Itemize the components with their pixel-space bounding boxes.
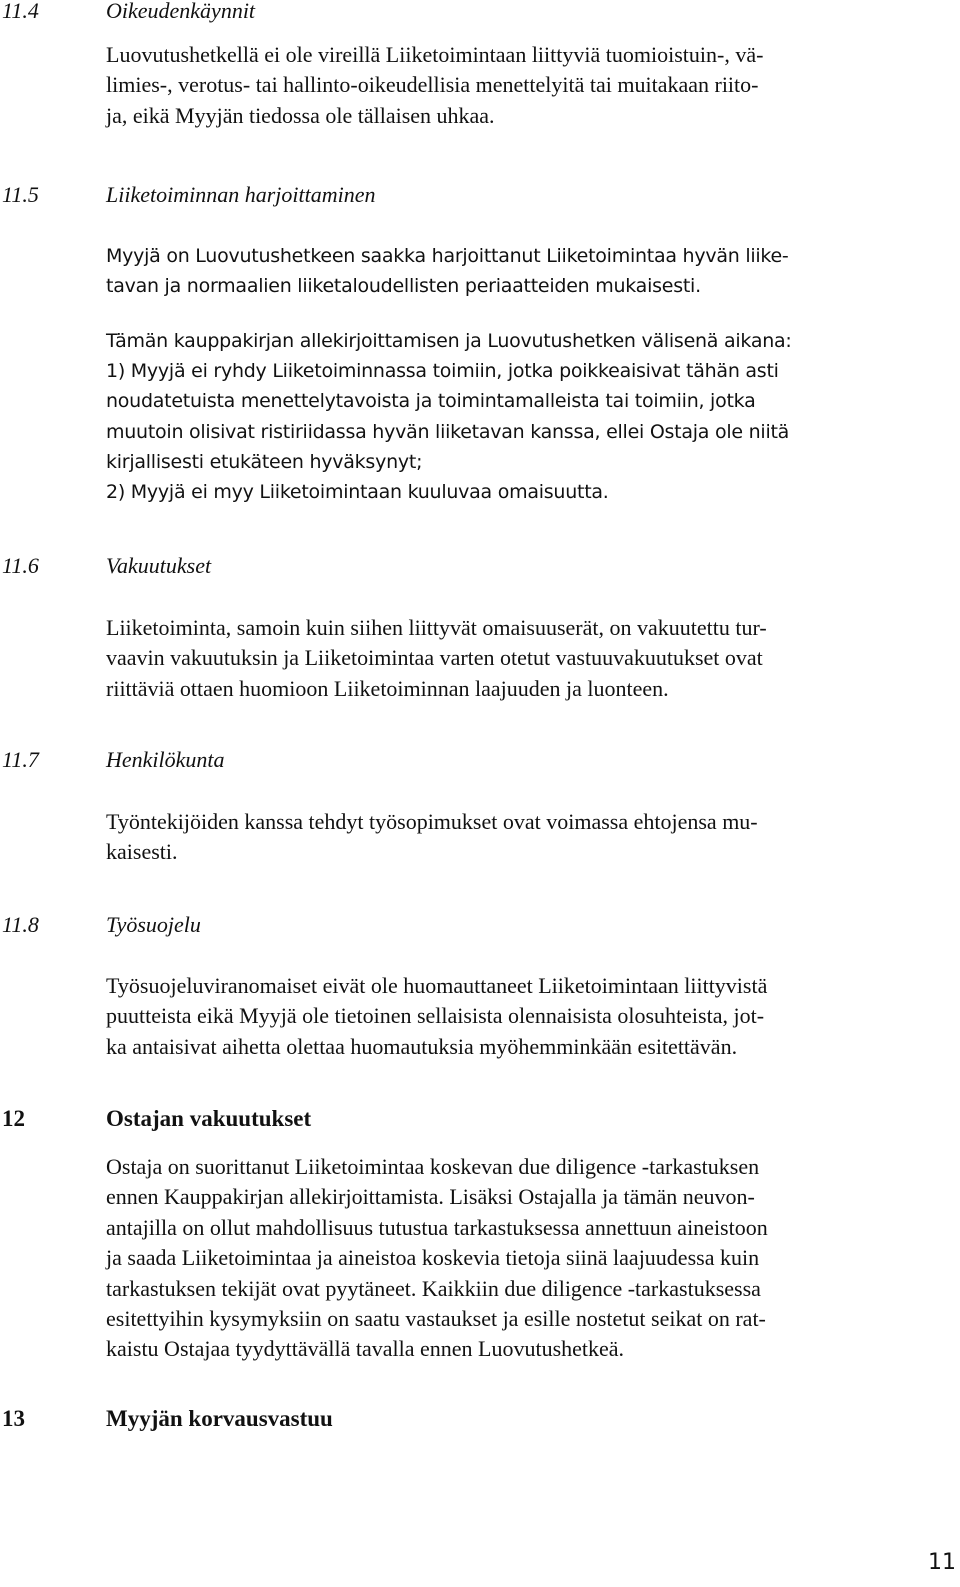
section-heading-11-6 [2,551,211,581]
paragraph-12-1 [106,1152,906,1365]
section-number: 12 [2,1106,25,1131]
paragraph-11-8-1 [106,971,906,1062]
text-line: antajilla on ollut mahdollisuus tutustua tarkastuksessa annettuun aineistoon [106,1214,768,1240]
section-title: Myyjän korvausvastuu [106,1406,333,1431]
page-number: 11 [928,1550,956,1575]
text-line: vaavin vakuutuksin ja Liiketoimintaa varten otetut vastuuvakuutukset ovat [106,645,763,671]
section-title: Liiketoiminnan harjoittaminen [106,182,376,207]
text-line: limies-, verotus- tai hallinto-oikeudellisia menettelyitä tai muitakaan riito- [106,72,759,98]
text-line: tavan ja normaalien liiketaloudellisten periaatteiden mukaisesti. [106,275,701,298]
section-number: 11.6 [2,553,39,578]
section-number: 11.4 [2,0,39,23]
text-line: Työsuojeluviranomaiset eivät ole huomauttaneet Liiketoimintaan liittyvistä [106,973,768,998]
section-number: 11.8 [2,912,39,937]
text-line: Luovutushetkellä ei ole vireillä Liiketoimintaan liittyviä tuomioistuin-, vä- [106,42,764,67]
section-heading-12 [2,1104,311,1134]
paragraph-11-5-1 [106,241,926,301]
text-line: esitettyihin kysymyksiin on saatu vastaukset ja esille nostetut seikat on rat- [106,1306,766,1332]
text-line: puutteista eikä Myyjä ole tietoinen sellaisista olennaisista olosuhteista, jot- [106,1003,765,1029]
section-title: Ostajan vakuutukset [106,1106,312,1131]
paragraph-11-7-1 [106,807,906,868]
section-heading-13 [2,1404,333,1434]
section-heading-11-4 [2,0,255,26]
paragraph-11-6-1 [106,613,906,704]
text-line: ja saada Liiketoimintaa ja aineistoa koskevia tietoja siinä laajuudessa kuin [106,1245,760,1271]
section-title: Henkilökunta [106,747,225,772]
text-line: riittäviä ottaen huomioon Liiketoiminnan laajuuden ja luonteen. [106,675,669,701]
section-title: Vakuutukset [106,553,212,578]
section-heading-11-7 [2,745,225,775]
section-number: 11.5 [2,182,39,207]
paragraph-11-5-2 [106,326,926,507]
text-line: ka antaisivat aihetta olettaa huomautuksia myöhemminkään esitettävän. [106,1033,738,1059]
text-line: noudatetuista menettelytavoista ja toimintamalleista tai toimiin, jotka [106,390,756,413]
text-line: ennen Kauppakirjan allekirjoittamista. Lisäksi Ostajalla ja tämän neuvon- [106,1184,755,1210]
text-line: tarkastuksen tekijät ovat pyytäneet. Kaikkiin due diligence -tarkastuksessa [106,1275,761,1301]
text-line: Myyjä on Luovutushetkeen saakka harjoittanut Liiketoimintaa hyvän liike- [106,245,789,267]
text-line: ja, eikä Myyjän tiedossa ole tällaisen uhkaa. [106,102,495,128]
text-line: Ostaja on suorittanut Liiketoimintaa koskevan due diligence -tarkastuksen [106,1154,760,1179]
section-heading-11-8 [2,910,201,940]
section-title: Työsuojelu [106,912,201,937]
section-number: 13 [2,1406,25,1431]
text-line: 1) Myyjä ei ryhdy Liiketoiminnassa toimiin, jotka poikkeaisivat tähän asti [106,360,779,383]
text-line: Työntekijöiden kanssa tehdyt työsopimukset ovat voimassa ehtojensa mu- [106,809,758,834]
text-line: kaistu Ostajaa tyydyttävällä tavalla ennen Luovutushetkeä. [106,1336,625,1362]
text-line: Liiketoiminta, samoin kuin siihen liittyvät omaisuuserät, on vakuutettu tur- [106,615,767,640]
section-number: 11.7 [2,747,39,772]
text-line: Tämän kauppakirjan allekirjoittamisen ja Luovutushetken välisenä aikana: [106,330,792,352]
text-line: kaisesti. [106,839,178,865]
text-line: muutoin olisivat ristiriidassa hyvän liiketavan kanssa, ellei Ostaja ole niitä [106,420,790,443]
text-line: 2) Myyjä ei myy Liiketoimintaan kuuluvaa omaisuutta. [106,481,609,504]
section-title: Oikeudenkäynnit [106,0,256,23]
text-line: kirjallisesti etukäteen hyväksynyt; [106,450,423,473]
paragraph-11-4-1 [106,40,906,131]
section-heading-11-5 [2,180,376,210]
